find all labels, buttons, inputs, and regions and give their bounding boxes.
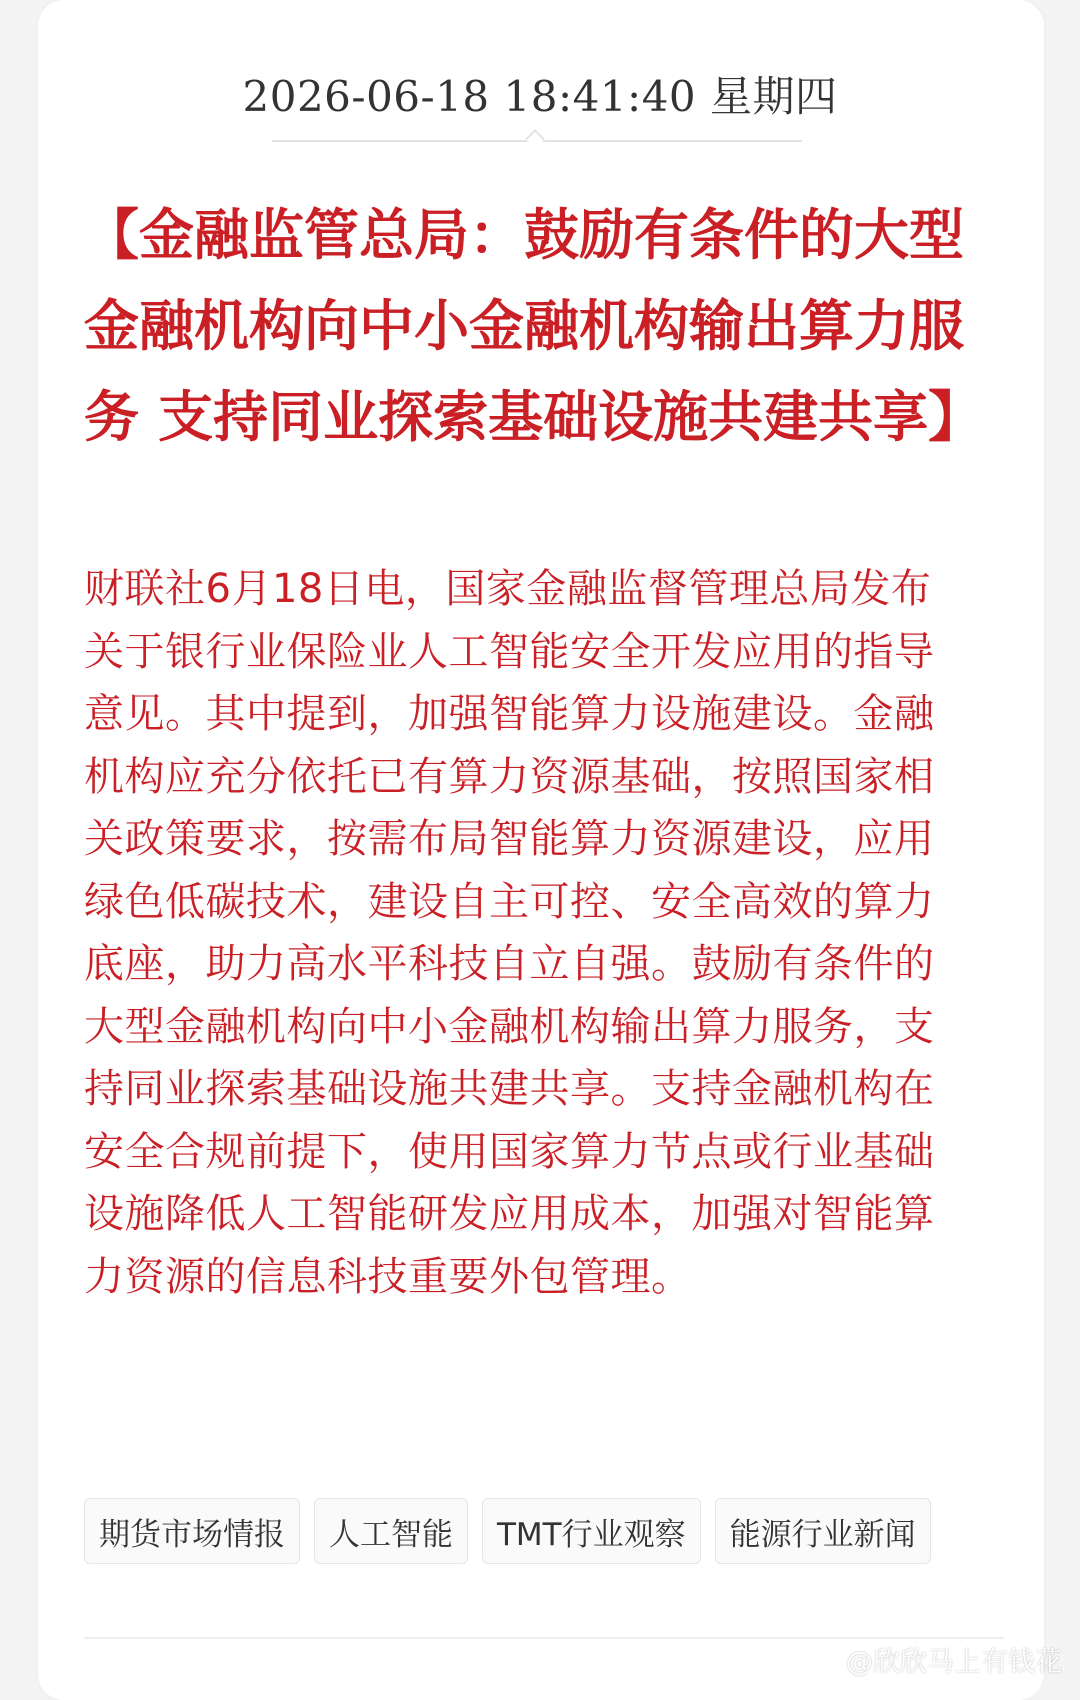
tag-tmt[interactable]: TMT行业观察	[482, 1498, 701, 1564]
tag-energy[interactable]: 能源行业新闻	[715, 1498, 931, 1564]
article-body: 财联社6月18日电，国家金融监督管理总局发布关于银行业保险业人工智能安全开发应用的指导意见。其中提到，加强智能算力设施建设。金融机构应充分依托已有算力资源基础，按照国家相关政策要求，按需布局智能算力资源建设，应用绿色低碳技术，建设自主可控、安全高效的算力底座，助力高水平科技自立自强。鼓励有条件的大型金融机构向中小金融机构输出算力服务，支持同业探索基础设施共建共享。支持金融机构在安全合规前提下，使用国家算力节点或行业基础设施降低人工智能研发应用成本，加强对智能算力资源的信息科技重要外包管理。	[84, 566, 935, 1300]
weibo-icon	[810, 1647, 840, 1673]
watermark	[810, 1640, 1062, 1679]
watermark-text: @欣欣马上有钱花	[846, 1647, 1062, 1678]
bottom-divider	[84, 1637, 1004, 1639]
tag-ai[interactable]: 人工智能	[314, 1498, 468, 1564]
timestamp: 2026-06-18 18:41:40 星期四	[242, 72, 838, 121]
article-headline: 【金融监管总局：鼓励有条件的大型金融机构向中小金融机构输出算力服务 支持同业探索基础设施共建共享】	[84, 203, 984, 449]
tag-list	[84, 1498, 931, 1564]
tag-futures-market[interactable]: 期货市场情报	[84, 1498, 300, 1564]
